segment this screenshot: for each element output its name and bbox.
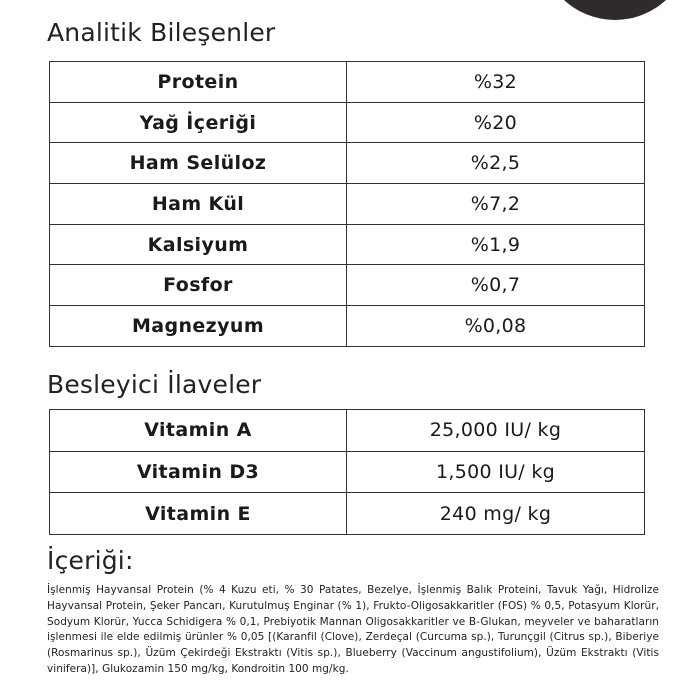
- table-row: [50, 224, 645, 265]
- nutrient-value: %0,08: [347, 306, 645, 347]
- additive-label: Vitamin E: [50, 493, 347, 535]
- nutrient-label: Yağ İçeriği: [50, 102, 347, 143]
- analytic-components-title: Analitik Bileşenler: [47, 18, 276, 47]
- additive-value: 25,000 IU/ kg: [347, 410, 645, 452]
- table-row: [50, 410, 645, 452]
- table-row: [50, 62, 645, 103]
- nutrient-value: %1,9: [347, 224, 645, 265]
- additive-label: Vitamin A: [50, 410, 347, 452]
- nutrient-value: %0,7: [347, 265, 645, 306]
- additive-value: 240 mg/ kg: [347, 493, 645, 535]
- nutrient-label: Kalsiyum: [50, 224, 347, 265]
- table-row: [50, 306, 645, 347]
- additive-value: 1,500 IU/ kg: [347, 451, 645, 493]
- table-row: [50, 143, 645, 184]
- nutrient-label: Ham Selüloz: [50, 143, 347, 184]
- table-row: [50, 265, 645, 306]
- table-row: [50, 184, 645, 225]
- corner-decoration: [540, 0, 690, 20]
- table-row: [50, 493, 645, 535]
- ingredients-text: İşlenmiş Hayvansal Protein (% 4 Kuzu eti, % 30 Patates, Bezelye, İşlenmiş Balık Proteini, Tavuk Yağı, Hidrolize Hayvansal Protein, Şeker Pancarı, Kurutulmuş Enginar (% 1), Frukto-Oligosakkaritler (FOS) % 0,5, Potasyum Klorür, Sodyum Klorür, Yucca Schidigera % 0,1, Prebiyotik Mannan Oligosakkaritler ve B-Glukan, meyveler ve baharatların işlenmesi ile elde edilmiş ürünler % 0,05 [(Karanfil (Clove), Zerdeçal (Curcuma sp.), Turunçgil (Citrus sp.), Biberiye (Rosmarinus sp.), Üzüm Çekirdeği Ekstraktı (Vitis sp.), Blueberry (Vaccinum angustifolium), Üzüm Ekstraktı (Vitis vinifera)], Glukozamin 150 mg/kg, Kondroitin 100 mg/kg.: [47, 584, 659, 675]
- nutritional-additives-table: [49, 409, 645, 535]
- nutrient-value: %20: [347, 102, 645, 143]
- table-row: [50, 451, 645, 493]
- nutrient-label: Magnezyum: [50, 306, 347, 347]
- nutrient-label: Fosfor: [50, 265, 347, 306]
- table-row: [50, 102, 645, 143]
- nutrient-value: %2,5: [347, 143, 645, 184]
- nutrient-value: %7,2: [347, 184, 645, 225]
- nutrient-value: %32: [347, 62, 645, 103]
- nutritional-additives-title: Besleyici İlaveler: [47, 370, 262, 399]
- additive-label: Vitamin D3: [50, 451, 347, 493]
- nutrient-label: Ham Kül: [50, 184, 347, 225]
- nutrient-label: Protein: [50, 62, 347, 103]
- analytic-components-table: [49, 61, 645, 347]
- ingredients-title: İçeriği:: [47, 546, 134, 575]
